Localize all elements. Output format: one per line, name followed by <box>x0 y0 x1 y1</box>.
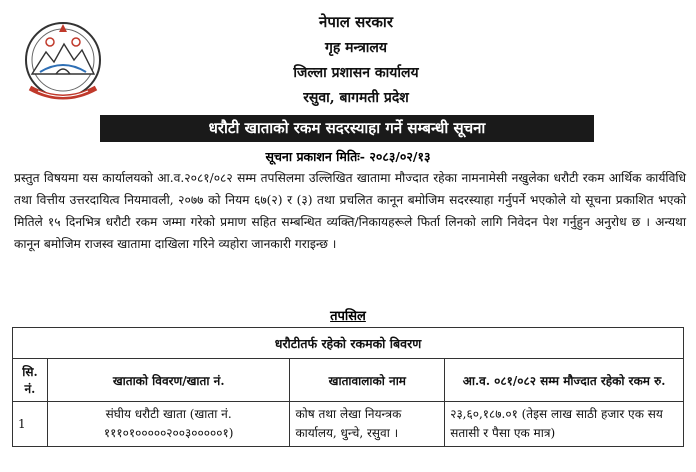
ministry-name: गृह मन्त्रालय <box>324 40 388 56</box>
header-amount: आ.व. ०८१/०८२ सम्म मौज्दात रहेको रकम रु. <box>445 359 684 402</box>
deposit-table <box>12 327 684 447</box>
schedule-heading: तपसिल <box>330 309 366 324</box>
cell-sn: 1 <box>13 402 48 447</box>
cell-account: संघीय धरौटी खाता (खाता नं. १११०१०००००२००३०००००१) <box>47 402 290 447</box>
table-title: धरौटीतर्फ रहेको रकमको बिवरण <box>13 328 684 359</box>
office-name: जिल्ला प्रशासन कार्यालय <box>293 65 419 81</box>
table-header-row <box>13 359 684 402</box>
notice-title-banner: धरौटी खाताको रकम सदरस्याहा गर्ने सम्बन्धी सूचना <box>100 115 594 142</box>
table-row <box>13 402 684 447</box>
header-sn: सि. नं. <box>13 359 48 402</box>
publication-date: सूचना प्रकाशन मितिः- २०८३/०२/१३ <box>265 149 431 164</box>
header-account: खाताको विवरण/खाता नं. <box>47 359 290 402</box>
notice-body: प्रस्तुत विषयमा यस कार्यालयको आ.व.२०८१/०८२ सम्म तपसिलमा उल्लिखित खातामा मौज्दात रहेका नामनामेसी नखुलेका धरौटी रकम आर्थिक कार्यविधि तथा वित्तीय उत्तरदायित्व नियमावली, २०७७ को नियम ६७(२) र (३) तथा प्रचलित कानून बमोजिम सदरस्याहा गर्नुपर्ने भएकोले यो सूचना प्रकाशित भएको मितिले १५ दिनभित्र धरौटी रकम जम्मा गरेको प्रमाण सहित सम्बन्धित व्यक्ति/निकायहरूले फिर्ता लिनको लागि निवेदन पेश गर्नुहुन अनुरोध छ । अन्यथा कानून बमोजिम राजस्व खातामा दाखिला गरिने व्यहोरा जानकारी गराइन्छ । <box>14 171 686 251</box>
government-name: नेपाल सरकार <box>319 13 393 31</box>
table-title-row <box>13 328 684 359</box>
cell-amount: २३,६०,१८७.०१ (तेइस लाख साठी हजार एक सय सतासी र पैसा एक मात्र) <box>445 402 684 447</box>
cell-holder: कोष तथा लेखा नियन्त्रक कार्यालय, धुन्चे, रसुवा । <box>290 402 445 447</box>
header-holder: खातावालाको नाम <box>290 359 445 402</box>
office-location: रसुवा, बागमती प्रदेश <box>303 90 409 106</box>
